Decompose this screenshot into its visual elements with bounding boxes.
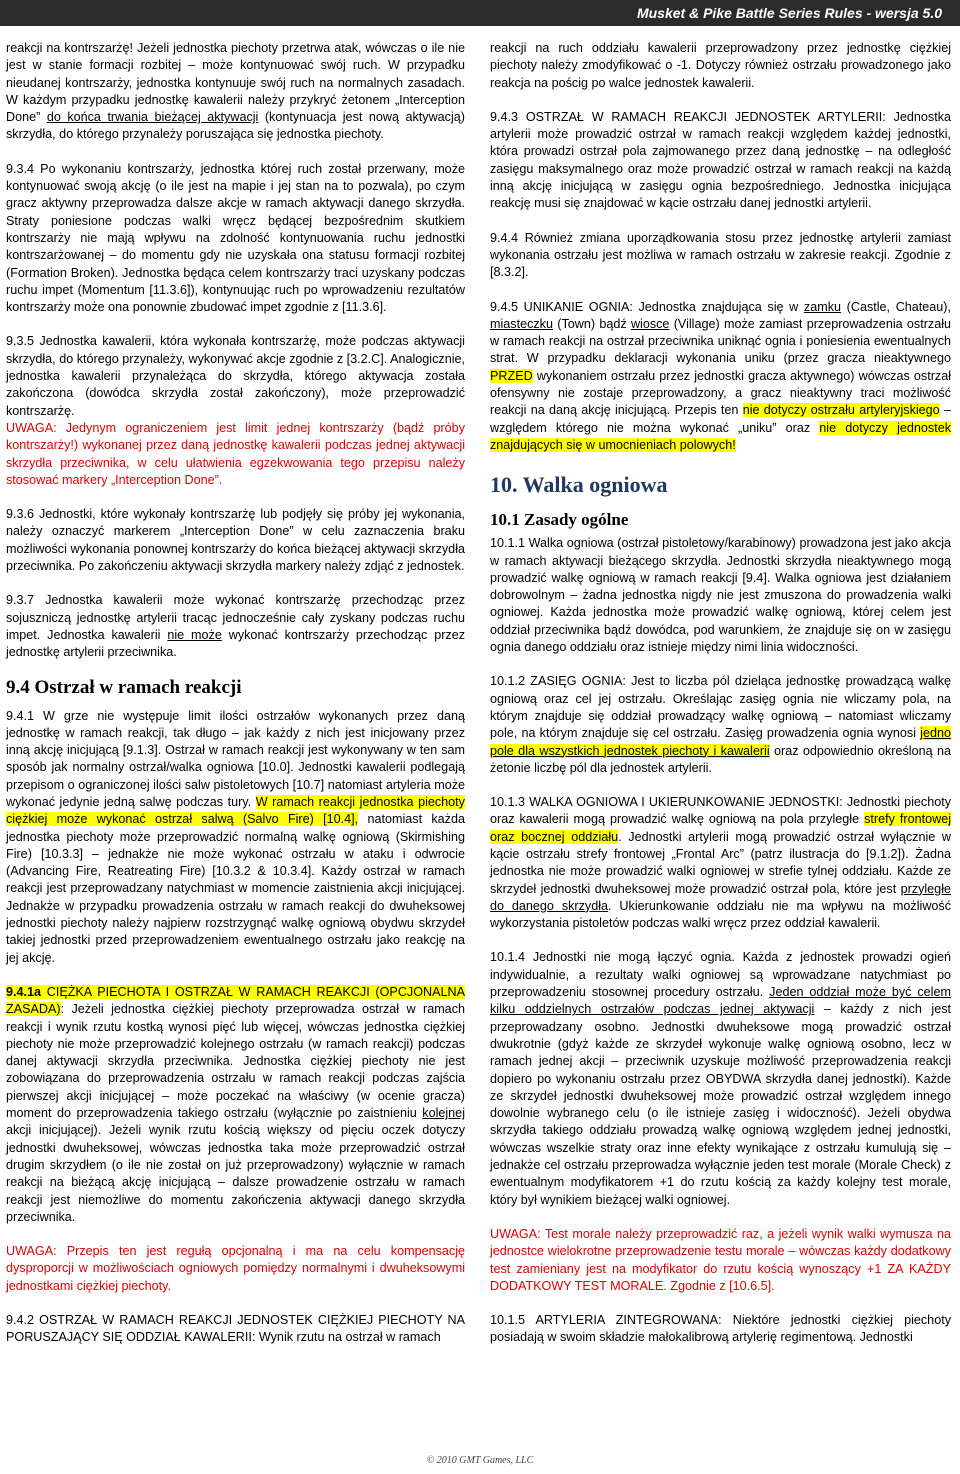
warning-9-4-1a: UWAGA: Przepis ten jest regułą opcjonalną i ma na celu kompensację dysproporcji w możliwościach ogniowych pomiędzy normalnymi i dwuheksowymi jednostkami ciężkiej piechoty. bbox=[6, 1244, 465, 1293]
paragraph-9-3-6: 9.3.6 Jednostki, które wykonały kontrszarżę lub podjęły się próby jej wykonania, należy oznaczyć markerem „Interception Done” w celu zaznaczenia braku możliwości wykonania ponownej kontrszarży do końca bieżącej aktywacji skrzydła przeciwnika. Po zakończeniu aktywacji skrzydła markery należy zdjąć z jednostek. bbox=[6, 507, 465, 574]
paragraph-9-3-3-cont: reakcji na kontrszarżę! Jeżeli jednostka piechoty przetrwa atak, wówczas o ile nie jest w stanie formacji rozbitej – może kontynuować swój ruch. W przypadku nieudanej kontrszarży, jednostka kontynuuje swój ruch na normalnych zasadach. W każdym przypadku jednostkę kawalerii należy przykryć żetonem „Interception Done” do końca trwania bieżącej aktywacji (kontynuacja jest nową aktywacją) skrzydła, do którego przynależy poruszająca się jednostka piechoty. bbox=[6, 41, 465, 142]
header-bar bbox=[0, 0, 960, 26]
paragraph-10-1-5: 10.1.5 ARTYLERIA ZINTEGROWANA: Niektóre jednostki ciężkiej piechoty posiadają w swoim składzie małokalibrową artylerię regimentową. Jednostki bbox=[490, 1313, 951, 1345]
paragraph-9-4-2-cont: reakcji na ruch oddziału kawalerii przeprowadzony przez jednostkę ciężkiej piechoty należy zmodyfikować o -1. Dotyczy również ostrzału prowadzonego jako reakcja na pościg po walce jednostek kawalerii. bbox=[490, 41, 951, 90]
section-heading-10-1: 10.1 Zasady ogólne bbox=[490, 510, 629, 530]
paragraph-9-4-3: 9.4.3 OSTRZAŁ W RAMACH REAKCJI JEDNOSTEK ARTYLERII: Jednostka artylerii może prowadzić ostrzał w ramach reakcji względem każdej jednostki, która prowadzi ostrzał pola zajmowanego przez daną jednostkę – na odległość zasięgu maksymalnego oraz może prowadzić ostrzał w ramach reakcji na każdą inną akcję inicjującą w zasięgu ognia bezpośredniego. Jednostka inicjująca reakcję musi się znajdować w kącie ostrzału danej jednostki artylerii. bbox=[490, 109, 951, 211]
footer-copyright: © 2010 GMT Games, LLC bbox=[426, 1455, 534, 1466]
paragraph-9-3-7: 9.3.7 Jednostka kawalerii może wykonać kontrszarżę przechodząc przez sojuszniczą jednostkę artylerii tracąc jednocześnie cały zyskany podczas ruchu impet. Jednostka kawalerii nie może wykonać kontrszarży przechodząc przez jednostkę artylerii przeciwnika. bbox=[6, 593, 465, 660]
paragraph-9-3-4: 9.3.4 Po wykonaniu kontrszarży, jednostka której ruch został przerwany, może kontynuować swoją akcję (o ile jest na mapie i jej stan na to pozwala), po czym gracz aktywny przeprowadza dalsze akcje w ramach aktywacji danego skrzydła. Straty poniesione podczas walki wręcz będącej bezpośrednim skutkiem kontrszarży nie mają wpływu na zdolność kontynuowania ruchu jednostki kontrszarżowanej – do momentu gdy nie uzyskała ona statusu formacji rozbitej (Formation Broken). Jednostka będąca celem kontrszarży traci uzyskany podczas ruchu impet (Momentum [11.3.6]), kontynuując ruch po wprowadzeniu rezultatów kontrszarży może ona ponownie zbudować impet zgodnie z [11.3.6]. bbox=[6, 161, 465, 315]
paragraph-9-3-5: 9.3.5 Jednostka kawalerii, która wykonała kontrszarżę, może podczas aktywacji skrzydła, do którego przynależy, wykonywać akcje zgodnie z [3.2.C]. Analogicznie, jednostka kawalerii przynależąca do skrzydła, którego aktywacja została zakończona (dowódca skrzydła został zakończony), może przeprowadzić kontrszarżę. bbox=[6, 334, 465, 418]
paragraph-9-4-2: 9.4.2 OSTRZAŁ W RAMACH REAKCJI JEDNOSTEK CIĘŻKIEJ PIECHOTY NA PORUSZAJĄCY SIĘ ODDZIAŁ KAWALERII: Wynik rzutu na ostrzał w ramach bbox=[6, 1313, 465, 1345]
paragraph-10-1-1: 10.1.1 Walka ogniowa (ostrzał pistoletowy/karabinowy) prowadzona jest jako akcja w ramach aktywacji bieżącego skrzydła. Jednostki skrzydła nieaktywnego mogą prowadzić walkę ogniową w ramach reakcji [9.4]. Walka ogniowa jest działaniem dobrowolnym – żadna jednostka nigdy nie jest zmuszona do prowadzenia walki ogniowej. Każda jednostka może prowadzić walkę ogniową, której celem jest oddział przeciwnika bądź dowódca, pod warunkiem, że znajduje się on w zasięgu ognia danego oddziału oraz istnieje między nimi linia widoczności. bbox=[490, 536, 951, 655]
paragraph-10-1-4: 10.1.4 Jednostki nie mogą łączyć ognia. Każda z jednostek prowadzi ogień indywidualnie, a rezultaty walki ogniowej są wprowadzane natychmiast po przeprowadzeniu stosownej procedury ostrzału. Jeden oddział może być celem kilku oddzielnych ostrzałów podczas jednej aktywacji – każdy z nich jest przeprowadzany osobno. Jednostki dwuheksowe mogą prowadzić ostrzał dwukrotnie (gdyż każde ze skrzydeł wykonuje walkę ogniową osobno, lecz w ramach jednej akcji – przeciwnik uzyskuje możliwość przeprowadzenia reakcji dopiero po wykonaniu ostrzału przez OBYDWA skrzydła danej jednostki). Każde ze skrzydeł jednostki dwuheksowej może prowadzić ostrzał względem innego dowolnie wybranego celu (o ile istnieje zasięg i widoczność). Jeżeli obydwa skrzydła takiego oddziału prowadzą walkę ogniową względem jednej jednostki, wówczas wszelkie straty oraz inne efekty wynikające z ostrzału kumulują się – jednakże cel ostrzału przeprowadza wyłącznie jeden test morale (Morale Check) z ewentualnym modyfikatorem +1 do rzutu kością za każdy kolejny test morale, który był wynikiem bieżącej walki ogniowej. bbox=[490, 950, 951, 1207]
paragraph-10-1-3: 10.1.3 WALKA OGNIOWA I UKIERUNKOWANIE JEDNOSTKI: Jednostki piechoty oraz kawalerii mogą prowadzić walkę ogniową na pola przyległe strefy frontowej oraz bocznej oddziału. Jednostki artylerii mogą prowadzić ostrzał wyłącznie w kącie ostrzału strefy frontowej „Frontal Arc” (patrz ilustracja do [9.1.2]). Żadna jednostka nie może prowadzić walki ogniowej w strefie tylnej oddziału. Każde ze skrzydeł jednostki dwuheksowej może prowadzić ostrzał pola, które jest przyległe do danego skrzydła. Ukierunkowanie oddziału nie ma wpływu na możliwość wykorzystania pistoletów podczas walki wręcz przez oddział kawalerii. bbox=[490, 795, 952, 931]
left-column bbox=[6, 40, 465, 1434]
paragraph-10-1-2: 10.1.2 ZASIĘG OGNIA: Jest to liczba pól dzieląca jednostkę prowadzącą walkę ogniową oraz cel jej ostrzału. Określając zasięg ognia nie wliczamy pola, na którym znajduje się oddział prowadzący walkę ogniową – natomiast wliczamy pole, na którym znajduje się cel ostrzału. Zasięg prowadzenia ognia wynosi jedno pole dla wszystkich jednostek piechoty i kawalerii oraz odpowiednio określoną na żetonie liczbę pól dla jednostek artylerii. bbox=[490, 674, 951, 775]
paragraph-9-4-4: 9.4.4 Również zmiana uporządkowania stosu przez jednostkę artylerii zamiast wykonania ostrzału jest możliwa w ramach ostrzału w zakresie reakcji. Zgodnie z [8.3.2]. bbox=[490, 230, 951, 280]
warning-10-1-4: UWAGA: Test morale należy przeprowadzić raz, a jeżeli wynik walki wymusza na jednostce wielokrotne przeprowadzenie testu morale – wówczas każdy dodatkowy test zamieniany jest na modyfikator do rzutu kością wynoszący +1 ZA KAŻDY DODATKOWY TEST MORALE. Zgodnie z [10.6.5]. bbox=[490, 1226, 951, 1293]
paragraph-9-4-1: 9.4.1 W grze nie występuje limit ilości ostrzałów wykonanych przez daną jednostkę w ramach reakcji, tak długo – jak każdy z nich jest inicjowany przez inną akcję inicjującą [9.1.3]. Ostrzał w ramach reakcji jest wykonywany w ten sam sposób jak normalny ostrzał/walka ogniowa [10.0]. Jednostki kawalerii podlegają przepisom o ograniczonej ilości salw pistoletowych [10.7] natomiast artyleria może wykonać jedynie jedną salwę podczas tury. W ramach reakcji jednostka piechoty ciężkiej może wykonać ostrzał salwą (Salvo Fire) [10.4], natomiast każda jednostka piechoty może przeprowadzić normalną walkę ogniową (Skirmishing Fire) [10.3.3] – jednakże nie może wykonać ostrzału w ataku i odwrocie (Advancing Fire, Reatreating Fire) [10.3.2 & 10.3.4]. Każdy ostrzał w ramach reakcji jest przeprowadzany natychmiast w momencie zaistnienia akcji inicjującej. Jednakże w przypadku prowadzenia ostrzału w ramach reakcji do dwuheksowej jednostki piechoty należy najpierw rozstrzygnąć walkę ogniową obydwu skrzydeł takiej jednostki przed przeprowadzeniem ewentualnego ostrzału jako reakcję na jej akcję. bbox=[6, 708, 465, 965]
warning-9-3-5: UWAGA: Jedynym ograniczeniem jest limit jednej kontrszarży (bądź próby kontrszarży!) wykonanej przez daną jednostkę kawalerii podczas jednej aktywacji skrzydła przeciwnika, w celu ułatwienia egzekwowania tego przepisu należy stosować markery „Interception Done”. bbox=[6, 420, 465, 487]
paragraph-9-4-5: 9.4.5 UNIKANIE OGNIA: Jednostka znajdująca się w zamku (Castle, Chateau), miasteczku (Town) bądź wiosce (Village) może zamiast przeprowadzenia ostrzału w ramach reakcji na ostrzał przeciwnika uniknąć ognia i poniesienia ewentualnych strat. W przypadku deklaracji wykonania uniku (przez gracza nieaktywnego PRZED wykonaniem ostrzału przez jednostki gracza aktywnego) wówczas ostrzał ofensywny nie zostaje przeprowadzony, a gracz nieaktywny traci możliwość reakcji na daną akcję inicjującą. Przepis ten nie dotyczy ostrzału artyleryjskiego – względem którego nie można wykonać „uniku” oraz nie dotyczy jednostek znajdujących się w umocnieniach polowych! bbox=[490, 299, 952, 452]
right-column bbox=[490, 40, 951, 1434]
paragraph-9-4-1a: 9.4.1a CIĘŻKA PIECHOTA I OSTRZAŁ W RAMACH REAKCJI (OPCJONALNA ZASADA): Jeżeli jednostka ciężkiej piechoty przeprowadza ostrzał w ramach reakcji i wynik rzutu kostką wynosi pięć lub więcej, wówczas jednostka ciężkiej piechoty nie może przeprowadzić kolejnego ostrzału (w ramach reakcji) podczas danej aktywacji skrzydła przeciwnika. Jednostka ciężkiej piechoty nie jest zobowiązana do przeprowadzenia ostrzału w ramach reakcji podczas zajścia pierwszej akcji inicjującej – może poczekać na właściwy (w ocenie gracza) moment do przeprowadzenia takiego ostrzału (wyłącznie po zaistnieniu kolejnej akcji inicjującej). Jeżeli wynik rzutu kością większy od pięciu oczek dotyczy jednostki dwuheksowej, wówczas jednostka taka może przeprowadzić ostrzał drugim skrzydłem (o ile nie został on już przeprowadzony) wyłącznie w ramach reakcji na bieżącą akcję inicjującą – dalsze prowadzenie ostrzału w ramach reakcji jest niemożliwe do momentu zakończenia aktywacji danego skrzydła przeciwnika. bbox=[6, 984, 465, 1224]
section-heading-9-4: 9.4 Ostrzał w ramach reakcji bbox=[6, 676, 242, 698]
chapter-heading-10: 10. Walka ogniowa bbox=[490, 472, 668, 498]
document-title: Musket & Pike Battle Series Rules - wersja 5.0 bbox=[636, 5, 942, 21]
